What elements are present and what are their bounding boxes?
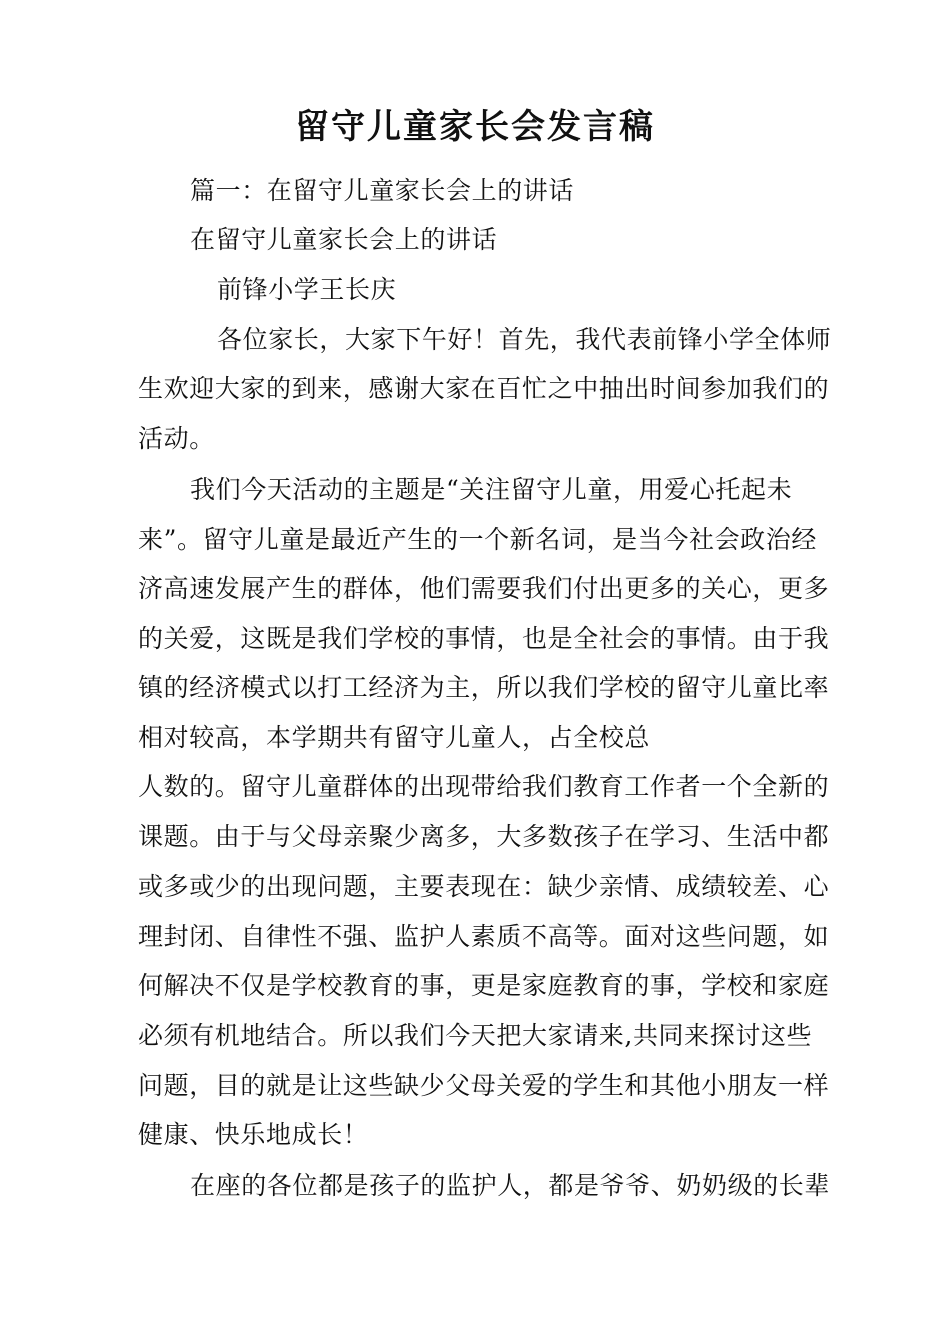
text-line: 我们今天活动的主题是“关注留守儿童，用爱心托起未 — [190, 475, 793, 504]
text-line: 济高速发展产生的群体，他们需要我们付出更多的关心，更多 — [138, 574, 830, 603]
text-line: 前锋小学王长庆 — [217, 275, 397, 304]
text-line: 在座的各位都是孩子的监护人，都是爷爷、奶奶级的长辈 — [190, 1171, 831, 1200]
text-line: 健康、快乐地成长！ — [138, 1120, 369, 1149]
text-line: 或多或少的出现问题，主要表现在：缺少亲情、成绩较差、心 — [138, 872, 830, 901]
text-line: 课题。由于与父母亲聚少离多，大多数孩子在学习、生活中都 — [138, 822, 830, 851]
text-line: 理封闭、自律性不强、监护人素质不高等。面对这些问题，如 — [138, 922, 830, 951]
text-line: 相对较高，本学期共有留守儿童人，占全校总 — [138, 723, 651, 752]
text-line: 的关爱，这既是我们学校的事情，也是全社会的事情。由于我 — [138, 624, 830, 653]
text-line: 人数的。留守儿童群体的出现带给我们教育工作者一个全新的 — [138, 772, 830, 801]
document-title: 留守儿童家长会发言稿 — [295, 107, 655, 147]
text-line: 篇一：在留守儿童家长会上的讲话 — [190, 176, 575, 205]
text-line: 问题，目的就是让这些缺少父母关爱的学生和其他小朋友一样 — [138, 1071, 830, 1100]
text-line: 镇的经济模式以打工经济为主，所以我们学校的留守儿童比率 — [138, 673, 830, 702]
text-line: 在留守儿童家长会上的讲话 — [190, 225, 498, 254]
text-line: 来”。留守儿童是最近产生的一个新名词，是当今社会政治经 — [138, 525, 817, 554]
text-line: 生欢迎大家的到来，感谢大家在百忙之中抽出时间参加我们的 — [138, 374, 830, 403]
text-line: 各位家长，大家下午好！首先，我代表前锋小学全体师 — [217, 325, 832, 354]
text-line: 必须有机地结合。所以我们今天把大家请来,共同来探讨这些 — [138, 1021, 813, 1050]
text-line: 活动。 — [138, 424, 215, 453]
text-line: 何解决不仅是学校教育的事，更是家庭教育的事，学校和家庭 — [138, 971, 830, 1000]
